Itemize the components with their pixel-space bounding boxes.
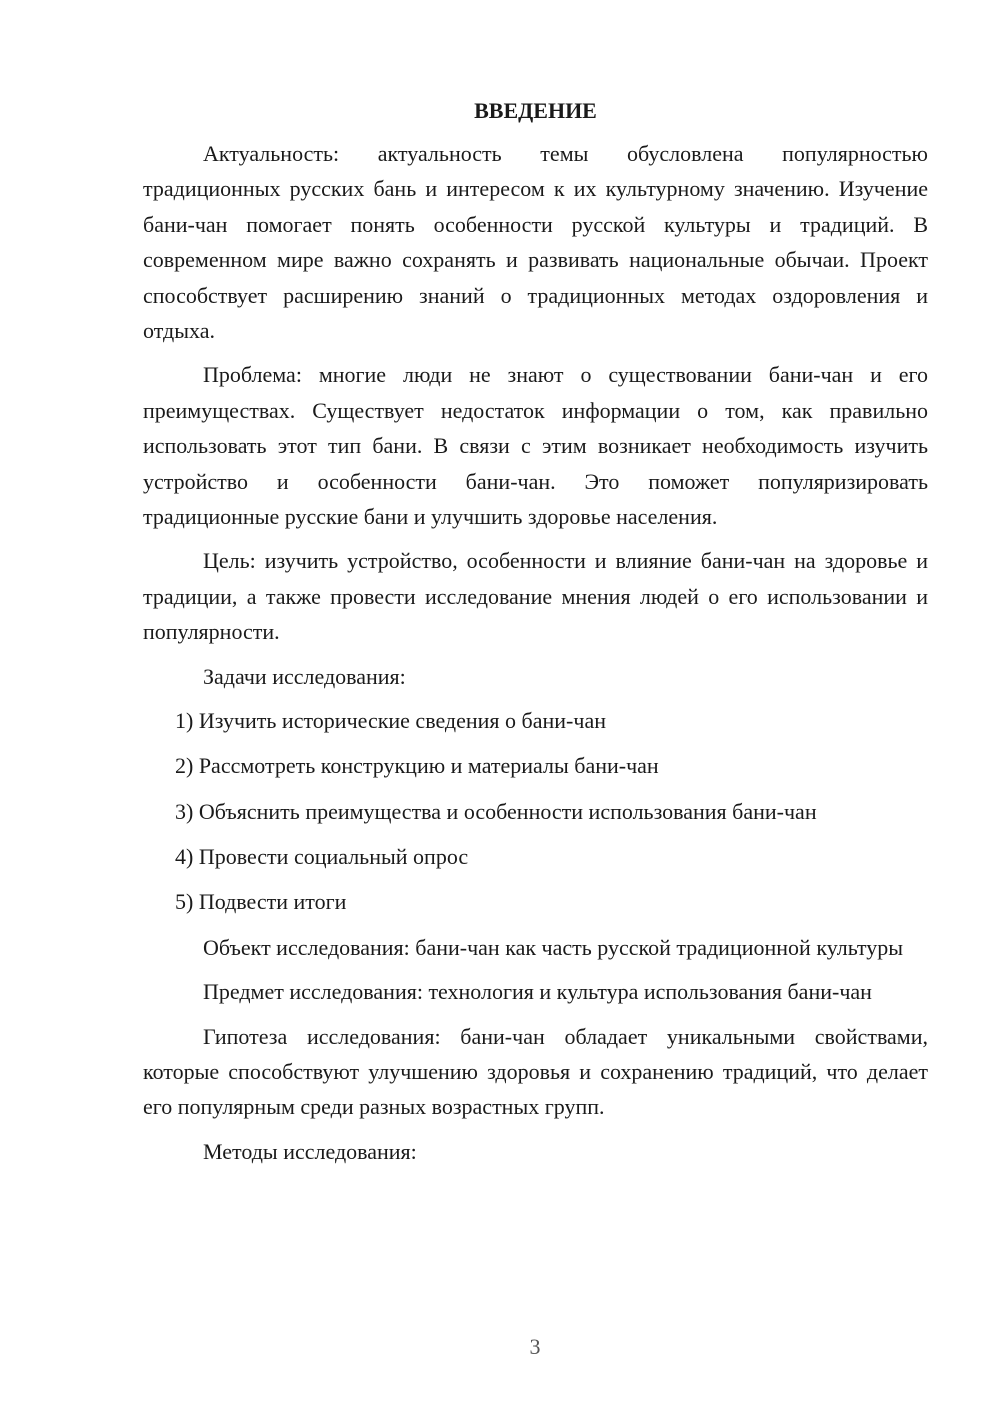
task-item-5: 5) Подвести итоги: [175, 889, 347, 915]
object-paragraph: Объект исследования: бани-чан как часть русской традиционной культуры: [203, 934, 904, 960]
page-number: 3: [529, 1334, 541, 1359]
page-content: [143, 96, 928, 1178]
task-item-4: 4) Провести социальный опрос: [175, 843, 469, 869]
tasks-heading: Задачи исследования:: [203, 663, 406, 689]
hypothesis-paragraph: Гипотеза исследования: бани-чан обладает уникальными свойствами, которые способствуют улучшению здоровья и сохранению традиций, что делает его популярным среди разных возрастных групп.: [143, 1023, 928, 1120]
goal-paragraph: Цель: изучить устройство, особенности и влияние бани-чан на здоровье и традиции, а также провести исследование мнения людей о его использовании и популярности.: [143, 548, 928, 645]
task-item-3: 3) Объяснить преимущества и особенности использования бани-чан: [175, 798, 817, 824]
task-item-1: 1) Изучить исторические сведения о бани-чан: [175, 708, 606, 734]
problem-paragraph: Проблема: многие люди не знают о существовании бани-чан и его преимуществах. Существует недостаток информации о том, как правильно использовать этот тип бани. В связи с этим возникает необходимость изучить устройство и особенности бани-чан. Это поможет популяризировать традиционные русские бани и улучшить здоровье населения.: [143, 362, 928, 530]
subject-paragraph: Предмет исследования: технология и культура использования бани-чан: [203, 979, 872, 1005]
methods-heading: Методы исследования:: [203, 1138, 417, 1164]
relevance-paragraph: Актуальность: актуальность темы обусловлена популярностью традиционных русских бань и интересом к их культурному значению. Изучение бани-чан помогает понять особенности русской культуры и традиций. В современном мире важно сохранять и развивать национальные обычаи. Проект способствует расширению знаний о традиционных методах оздоровления и отдыха.: [143, 141, 928, 344]
task-item-2: 2) Рассмотреть конструкцию и материалы бани-чан: [175, 753, 659, 779]
tasks-list: [143, 703, 928, 920]
section-title: ВВЕДЕНИЕ: [474, 98, 597, 123]
